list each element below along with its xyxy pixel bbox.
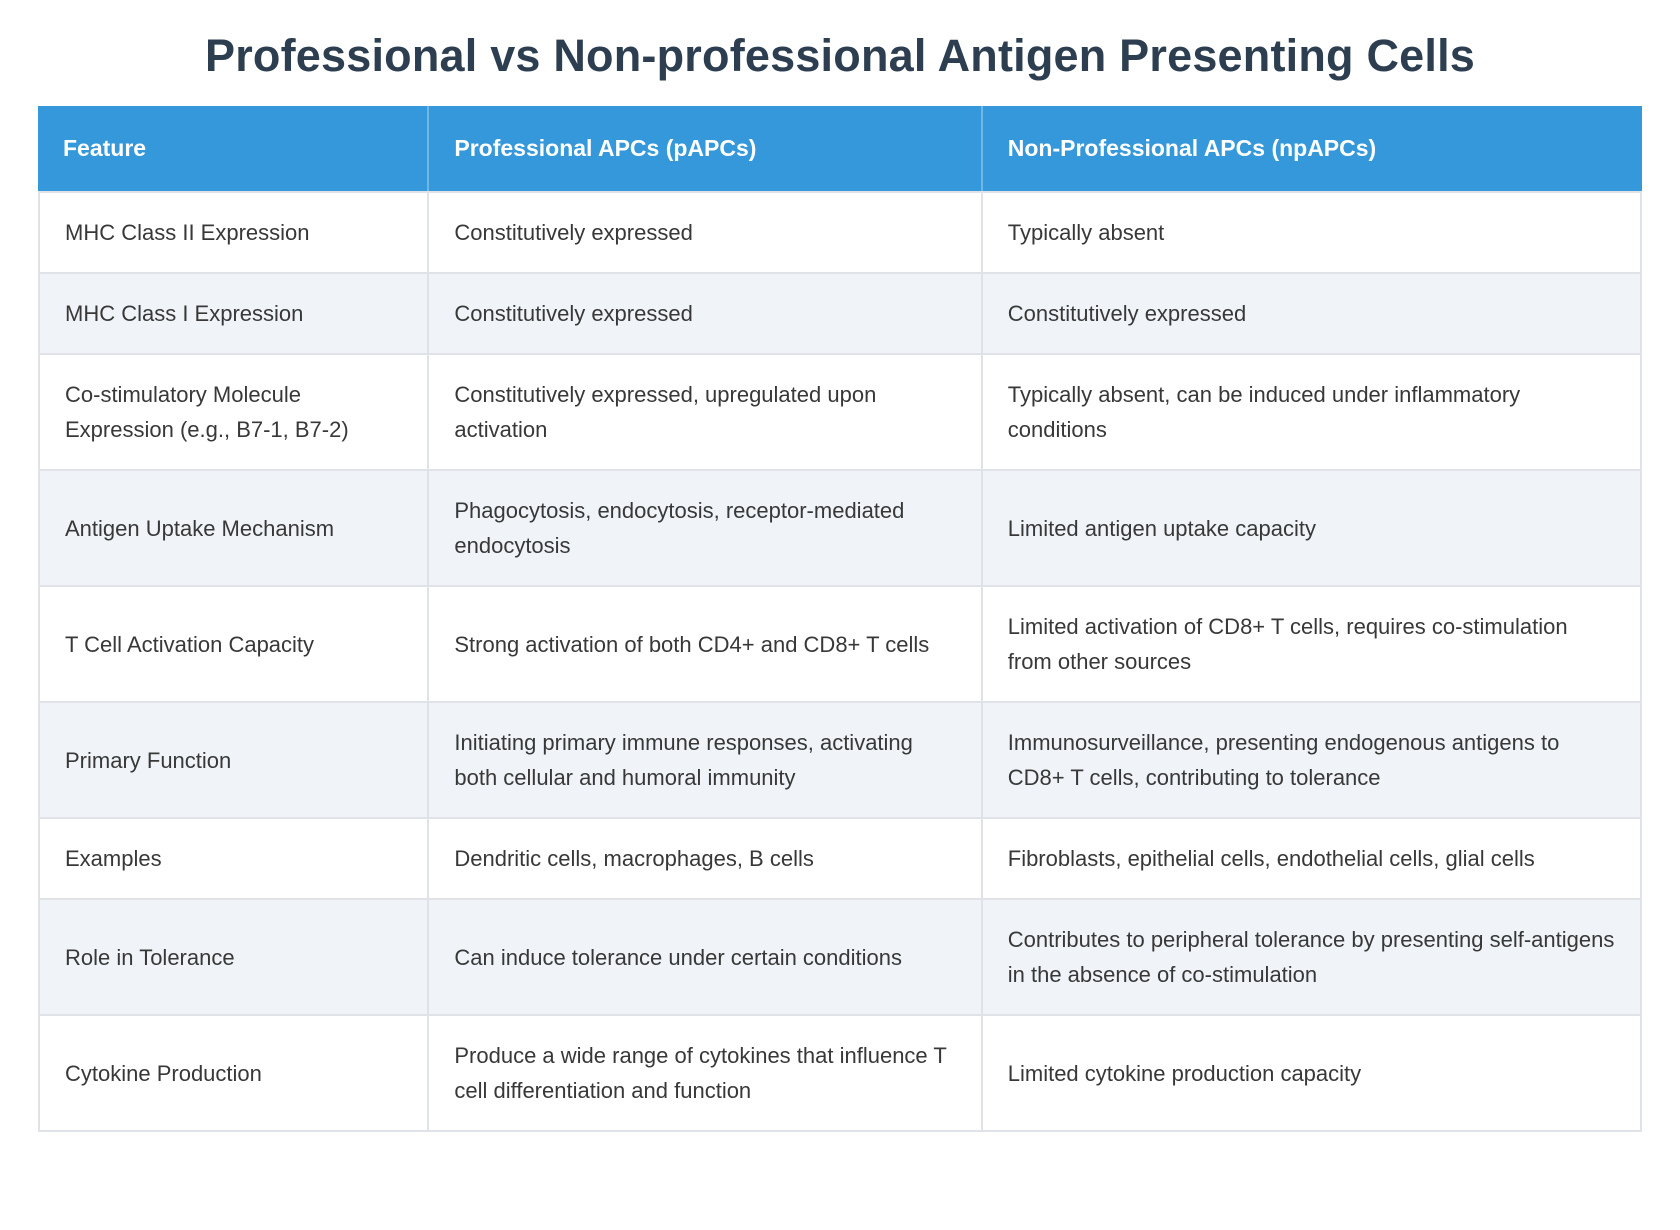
- feature-cell: Role in Tolerance: [38, 900, 429, 1016]
- papc-cell: Constitutively expressed, upregulated upon activation: [429, 355, 982, 471]
- feature-cell: T Cell Activation Capacity: [38, 587, 429, 703]
- npapc-cell: Limited antigen uptake capacity: [983, 471, 1642, 587]
- table-row: [38, 355, 1642, 471]
- npapc-cell: Limited cytokine production capacity: [983, 1016, 1642, 1132]
- papc-cell: Strong activation of both CD4+ and CD8+ T cells: [429, 587, 982, 703]
- feature-cell: Primary Function: [38, 703, 429, 819]
- papc-cell: Phagocytosis, endocytosis, receptor-mediated endocytosis: [429, 471, 982, 587]
- feature-cell: MHC Class I Expression: [38, 274, 429, 355]
- papc-cell: Constitutively expressed: [429, 274, 982, 355]
- npapc-cell: Contributes to peripheral tolerance by presenting self-antigens in the absence of co-stimulation: [983, 900, 1642, 1016]
- table-row: [38, 819, 1642, 900]
- table-row: [38, 703, 1642, 819]
- papc-cell: Produce a wide range of cytokines that influence T cell differentiation and function: [429, 1016, 982, 1132]
- table-row: [38, 900, 1642, 1016]
- comparison-table: [38, 106, 1642, 1132]
- npapc-cell: Typically absent: [983, 191, 1642, 274]
- column-header-papc: Professional APCs (pAPCs): [429, 106, 982, 191]
- table-row: [38, 1016, 1642, 1132]
- feature-cell: Cytokine Production: [38, 1016, 429, 1132]
- npapc-cell: Immunosurveillance, presenting endogenous antigens to CD8+ T cells, contributing to tolerance: [983, 703, 1642, 819]
- table-row: [38, 471, 1642, 587]
- feature-cell: Antigen Uptake Mechanism: [38, 471, 429, 587]
- table-row: [38, 191, 1642, 274]
- table-row: [38, 587, 1642, 703]
- header-row: [38, 106, 1642, 191]
- papc-cell: Can induce tolerance under certain conditions: [429, 900, 982, 1016]
- papc-cell: Dendritic cells, macrophages, B cells: [429, 819, 982, 900]
- table-body: [38, 191, 1642, 1132]
- feature-cell: Examples: [38, 819, 429, 900]
- table-row: [38, 274, 1642, 355]
- table-header: [38, 106, 1642, 191]
- papc-cell: Constitutively expressed: [429, 191, 982, 274]
- npapc-cell: Typically absent, can be induced under inflammatory conditions: [983, 355, 1642, 471]
- feature-cell: MHC Class II Expression: [38, 191, 429, 274]
- column-header-npapc: Non-Professional APCs (npAPCs): [983, 106, 1642, 191]
- npapc-cell: Fibroblasts, epithelial cells, endothelial cells, glial cells: [983, 819, 1642, 900]
- feature-cell: Co-stimulatory Molecule Expression (e.g., B7-1, B7-2): [38, 355, 429, 471]
- column-header-feature: Feature: [38, 106, 429, 191]
- npapc-cell: Constitutively expressed: [983, 274, 1642, 355]
- papc-cell: Initiating primary immune responses, activating both cellular and humoral immunity: [429, 703, 982, 819]
- page-title: Professional vs Non-professional Antigen Presenting Cells: [205, 30, 1475, 81]
- npapc-cell: Limited activation of CD8+ T cells, requires co-stimulation from other sources: [983, 587, 1642, 703]
